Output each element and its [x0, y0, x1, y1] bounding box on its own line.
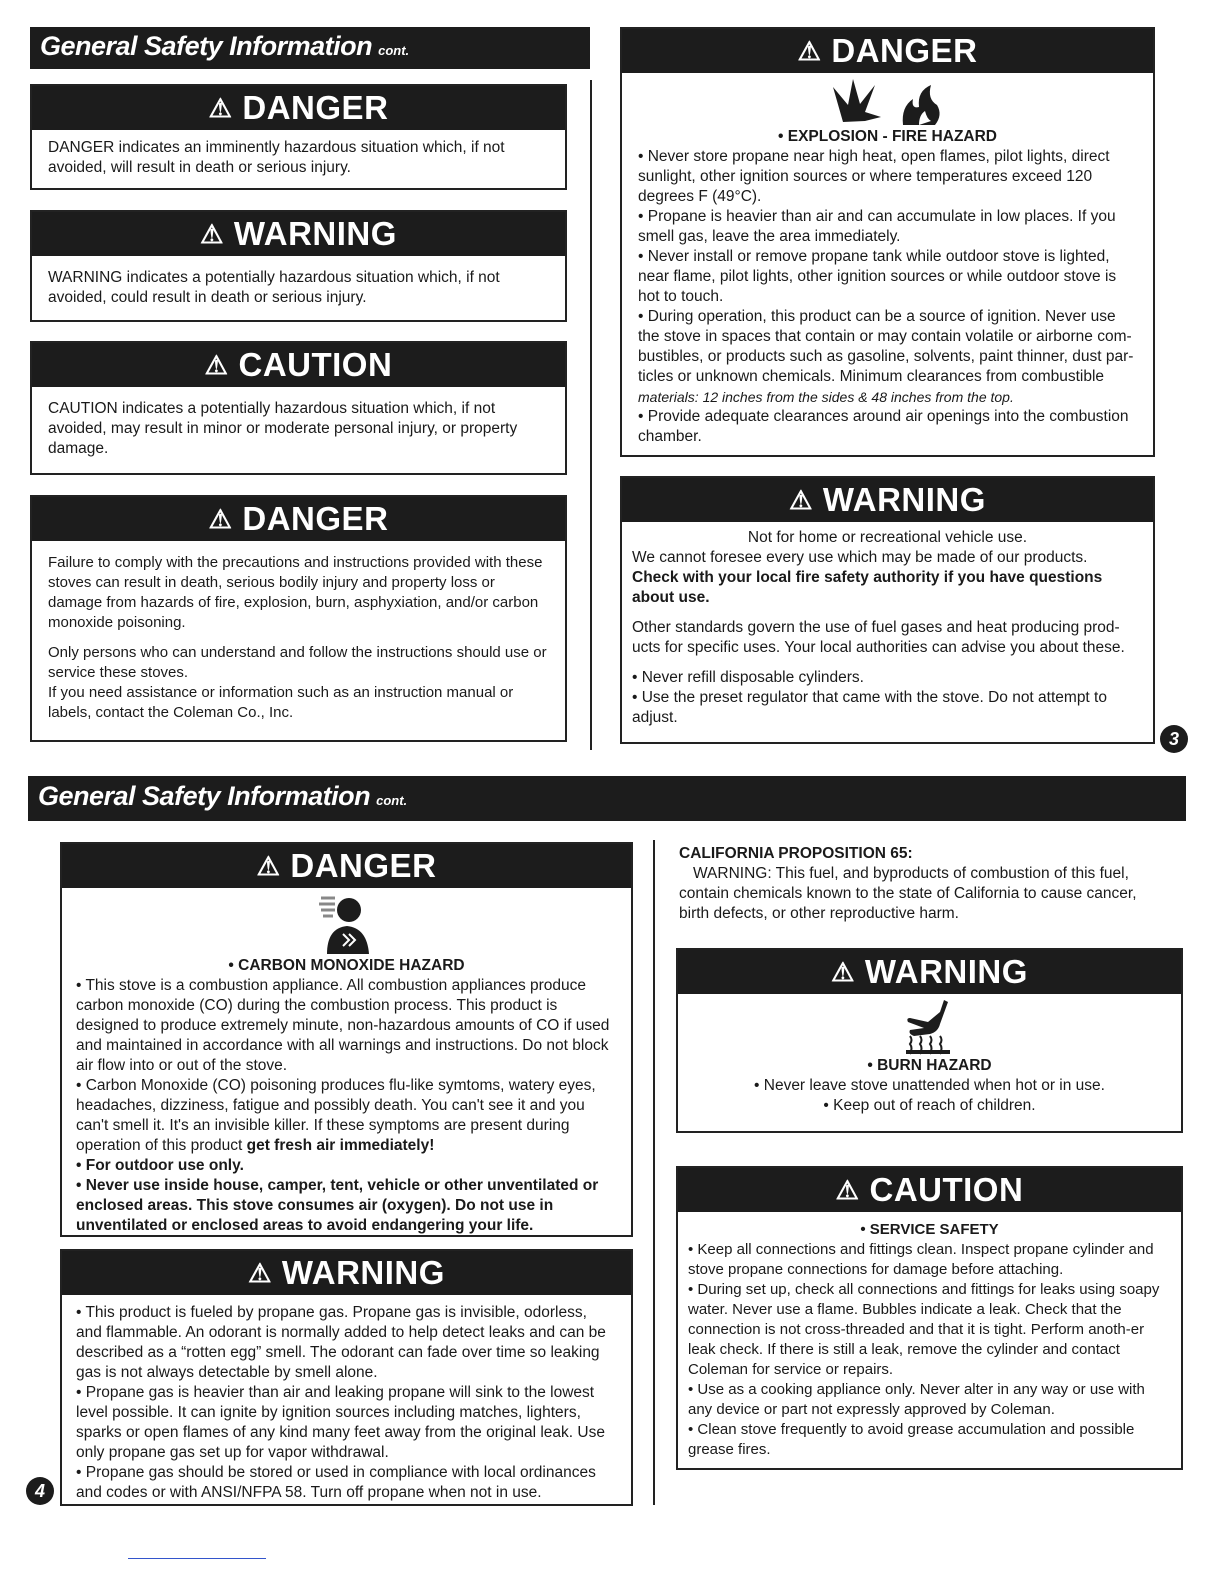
co-hazard-title: • CARBON MONOXIDE HAZARD — [228, 957, 465, 974]
caution-header: ⚠ CAUTION — [678, 1168, 1181, 1212]
warning-triangle-icon: ⚠ — [248, 1258, 272, 1288]
warning-use-box — [620, 476, 1155, 744]
explosion-bullet-1: • Never store propane near high heat, open flames, pilot lights, direct sunlight, other ignition sources or where temperatures exceed 120 degrees F (49°C). — [638, 148, 1110, 205]
explosion-clearance-note: materials: 12 inches from the sides & 48 inches from the top. — [638, 389, 1014, 405]
warning-header: ⚠ WARNING — [62, 1251, 631, 1295]
warning-triangle-icon: ⚠ — [200, 219, 224, 249]
warning-triangle-icon: ⚠ — [831, 957, 855, 987]
carbon-monoxide-icon — [317, 892, 377, 954]
explosion-fire-icon — [823, 77, 953, 127]
warning-triangle-icon: ⚠ — [208, 504, 233, 534]
warning-use-bullet-2: • Use the preset regulator that came with the stove. Do not attempt to adjust. — [632, 689, 1107, 726]
service-bullet-2: • During set up, check all connections and fittings for leaks using soapy water. Never use a flame. Bubbles indicate a leak. Check that the connection is not cross-threaded and that it is tight. Perform anoth-er leak check. If there is still a leak, remove the cylinder and contact Coleman for service or repairs. — [688, 1281, 1160, 1378]
co-bullet-2: • Carbon Monoxide (CO) poisoning produces flu-like symtoms, watery eyes, headaches, dizziness, fatigue and possibly death. You can't see it and you can't smell it. It's an invisible killer. If these symptoms are present during operation of this product get fresh air immediately! — [76, 1077, 596, 1154]
warning-definition-box — [30, 210, 567, 322]
propane-bullet-3: • Propane gas should be stored or used in compliance with local ordinances and codes or with ANSI/NFPA 58. Turn off propane when not in use. — [76, 1464, 596, 1501]
section-title-suffix: cont. — [376, 793, 408, 808]
danger-header: ⚠ DANGER — [32, 497, 565, 541]
caution-definition-box — [30, 341, 567, 475]
warning-triangle-icon: ⚠ — [835, 1175, 860, 1205]
service-bullet-3: • Use as a cooking appliance only. Never alter in any way or use with any device or part not expressly approved by Coleman. — [688, 1381, 1145, 1418]
section-title: General Safety Information — [38, 781, 371, 811]
caution-header: ⚠ CAUTION — [32, 343, 565, 387]
warning-triangle-icon: ⚠ — [204, 350, 229, 380]
warning-use-line-2: We cannot foresee every use which may be made of our products. — [632, 549, 1088, 566]
explosion-hazard-title: • EXPLOSION - FIRE HAZARD — [778, 128, 997, 145]
explosion-bullet-2: • Propane is heavier than air and can accumulate in low places. If you smell gas, leave the area immediately. — [638, 208, 1116, 245]
section-title-bar — [28, 776, 1186, 821]
danger-general-paragraph-3: If you need assistance or information such as an instruction manual or labels, contact the Coleman Co., Inc. — [48, 684, 514, 721]
column-divider — [653, 840, 655, 1505]
warning-use-paragraph-2: Other standards govern the use of fuel gases and heat producing prod-ucts for specific uses. Your local authorities can advise you about these. — [632, 619, 1125, 656]
explosion-bullet-4: • During operation, this product can be a source of ignition. Never use the stove in spaces that contain or may contain volatile or airborne com-bustibles, or products such as gasoline, solvents, paint thinner, dust par-ticles or unknown chemicals. Minimum clearances from combustible — [638, 308, 1134, 385]
footer-rule — [128, 1558, 266, 1559]
danger-general-box — [30, 495, 567, 742]
warning-triangle-icon: ⚠ — [208, 93, 233, 123]
explosion-bullet-5: • Provide adequate clearances around air openings into the combustion chamber. — [638, 408, 1129, 445]
warning-header: ⚠ WARNING — [622, 478, 1153, 522]
danger-carbon-monoxide-box — [60, 842, 633, 1237]
danger-header: ⚠ DANGER — [622, 29, 1153, 73]
propane-bullet-2: • Propane gas is heavier than air and leaking propane will sink to the lowest level possible. It can ignite by ignition sources including matches, lighters, sparks or open flames of any kind many feet away from the original leak. Use only propane gas set up for vapor withdrawal. — [76, 1384, 605, 1461]
warning-definition-text: WARNING indicates a potentially hazardous situation which, if not avoided, could result in death or serious injury. — [48, 269, 500, 306]
explosion-bullet-3: • Never install or remove propane tank while outdoor stove is lighted, near flame, pilot lights, other ignition sources or while outdoor stove is hot to touch. — [638, 248, 1117, 305]
service-safety-title: • SERVICE SAFETY — [860, 1221, 999, 1238]
warning-use-line-3: Check with your local fire safety authority if you have questions about use. — [632, 569, 1103, 606]
burn-hazard-icon — [900, 998, 960, 1056]
warning-burn-box — [676, 948, 1183, 1133]
co-bullet-3: • For outdoor use only. — [76, 1157, 244, 1174]
page-number-4: 4 — [26, 1477, 54, 1505]
co-bullet-4: • Never use inside house, camper, tent, vehicle or other unventilated or enclosed areas. This stove consumes air (oxygen). Do not use in unventilated or enclosed areas to avoid endangering your life. — [76, 1177, 599, 1234]
burn-bullet-2: • Keep out of reach of children. — [823, 1097, 1036, 1114]
propane-bullet-1: • This product is fueled by propane gas. Propane gas is invisible, odorless, and flammable. An odorant is normally added to help detect leaks and can be described as a “rotten egg” smell. The odorant can fade over time so leaking gas is not always detectable by smell alone. — [76, 1304, 606, 1381]
page-number-3: 3 — [1160, 725, 1188, 753]
caution-definition-text: CAUTION indicates a potentially hazardous situation which, if not avoided, may result in minor or moderate personal injury, or property damage. — [48, 400, 518, 457]
danger-definition-box — [30, 84, 567, 190]
warning-triangle-icon: ⚠ — [789, 485, 813, 515]
warning-triangle-icon: ⚠ — [256, 851, 281, 881]
co-bullet-1: • This stove is a combustion appliance. All combustion appliances produce carbon monoxide (CO) during the combustion process. This product is designed to produce extremely minute, non-hazardous amounts of CO if used and maintained in accordance with all warnings and instructions. Do not block air flow into or out of the stove. — [76, 977, 610, 1074]
caution-service-box — [676, 1166, 1183, 1470]
danger-definition-text: DANGER indicates an imminently hazardous situation which, if not avoided, will result in death or serious injury. — [48, 139, 505, 176]
danger-header: ⚠ DANGER — [32, 86, 565, 130]
section-title-suffix: cont. — [378, 43, 410, 58]
warning-header: ⚠ WARNING — [678, 950, 1181, 994]
warning-triangle-icon: ⚠ — [797, 36, 822, 66]
column-divider — [590, 80, 592, 750]
section-title-bar — [30, 27, 590, 69]
danger-explosion-box — [620, 27, 1155, 457]
service-bullet-4: • Clean stove frequently to avoid grease accumulation and possible grease fires. — [688, 1421, 1135, 1458]
prop65-text: WARNING: This fuel, and byproducts of combustion of this fuel, contain chemicals known to the state of California to cause cancer, birth defects, or other reproductive harm. — [679, 865, 1137, 922]
service-bullet-1: • Keep all connections and fittings clean. Inspect propane cylinder and stove propane connections for damage before attaching. — [688, 1241, 1154, 1278]
danger-header: ⚠ DANGER — [62, 844, 631, 888]
warning-use-bullet-1: • Never refill disposable cylinders. — [632, 669, 864, 686]
warning-header: ⚠ WARNING — [32, 212, 565, 256]
burn-hazard-title: • BURN HAZARD — [867, 1057, 992, 1074]
section-title: General Safety Information — [40, 31, 373, 61]
warning-propane-box — [60, 1249, 633, 1506]
danger-general-paragraph-2: Only persons who can understand and follow the instructions should use or service these stoves. — [48, 644, 547, 681]
danger-general-paragraph-1: Failure to comply with the precautions and instructions provided with these stoves can result in death, serious bodily injury and property loss or damage from hazards of fire, explosion, burn, asphyxiation, and/or carbon monoxide poisoning. — [48, 554, 543, 631]
warning-use-line-1: Not for home or recreational vehicle use. — [747, 529, 1028, 546]
california-prop65 — [679, 844, 1169, 924]
prop65-heading: CALIFORNIA PROPOSITION 65: — [679, 845, 913, 862]
burn-bullet-1: • Never leave stove unattended when hot or in use. — [754, 1077, 1105, 1094]
